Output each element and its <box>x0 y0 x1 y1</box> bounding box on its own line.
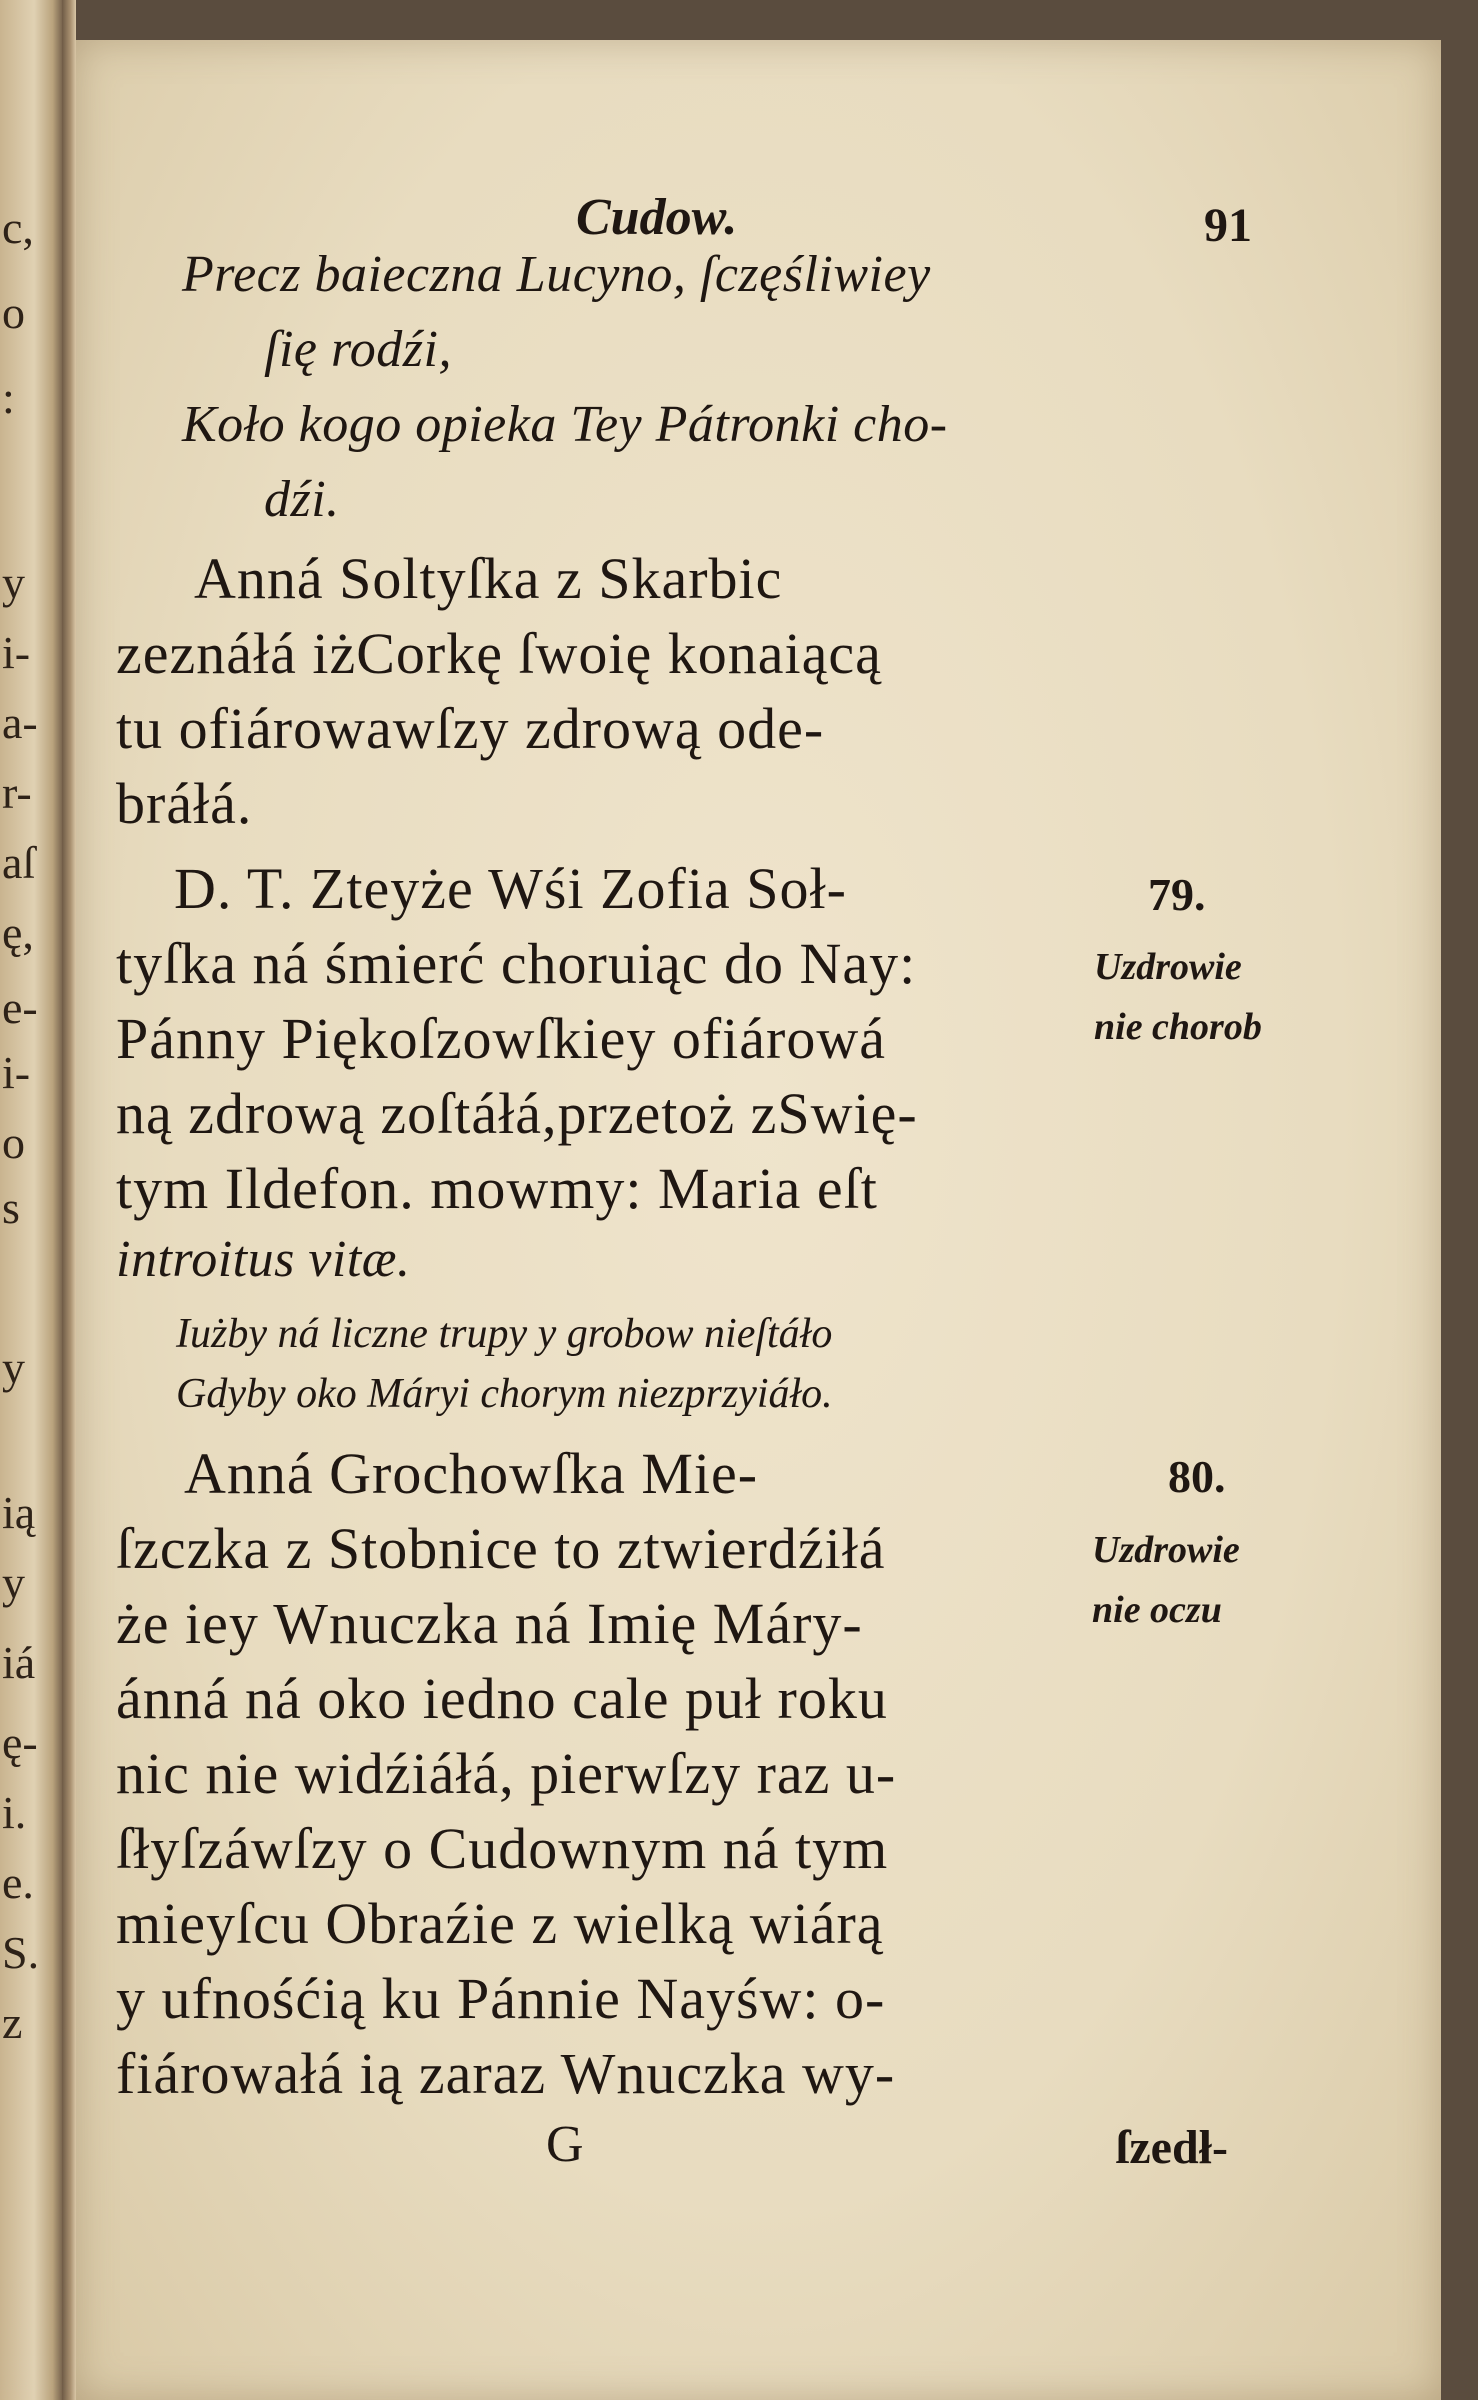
left-page-fragment: c, <box>2 202 34 253</box>
text-line: nic nie widźiáłá, pierwſzy raz u- <box>116 1741 897 1806</box>
text-line: tym Ildefon. mowmy: Maria eſt <box>116 1156 878 1221</box>
left-page-fragment: : <box>2 372 15 423</box>
text-line: tyſka ná śmierć choruiąc do Nay: <box>116 931 917 996</box>
book-spine <box>62 0 76 2400</box>
text-line: Anná Grochowſka Mie- <box>184 1441 759 1506</box>
verse-line: Koło kogo opieka Tey Pátronki cho- <box>182 396 948 453</box>
left-page-fragment: aſ <box>2 837 36 888</box>
left-page-fragment: z <box>2 1997 23 2048</box>
running-title: Cudow. <box>576 189 738 246</box>
left-page-fragment: i. <box>2 1787 27 1838</box>
left-page-fragment: y <box>2 1342 25 1393</box>
left-page-fragment: o <box>2 287 25 338</box>
signature-mark: G <box>546 2116 584 2173</box>
left-page-fragment: y <box>2 1557 25 1608</box>
text-line: Anná Soltyſka z Skarbic <box>194 546 783 611</box>
marginal-number: 79. <box>1148 869 1206 920</box>
left-page-fragment: ę, <box>2 907 34 958</box>
left-page-fragment: r- <box>2 767 32 818</box>
left-page-fragment: S. <box>2 1927 40 1978</box>
left-page-edge <box>0 0 62 2400</box>
text-line: ſzczka z Stobnice to ztwierdźiłá <box>116 1516 886 1581</box>
verse-line: Gdyby oko Máryi chorym niezprzyiáło. <box>176 1371 833 1417</box>
text-line: D. T. Zteyże Wśi Zofia Soł- <box>174 856 847 921</box>
left-page-fragment: y <box>2 557 25 608</box>
verse-line: Precz baieczna Lucyno, ſczęśliwiey <box>182 246 931 303</box>
left-page-fragment: i- <box>2 1047 31 1098</box>
left-page-fragment: ią <box>2 1487 36 1538</box>
verse-line: Iużby ná liczne trupy y grobow nieſtáło <box>176 1311 833 1357</box>
text-line: fiárowałá ią zaraz Wnuczka wy- <box>116 2041 896 2106</box>
left-page-fragment: iá <box>2 1637 36 1688</box>
left-page-fragment: a- <box>2 697 38 748</box>
left-page-fragment: e. <box>2 1857 34 1908</box>
marginal-number: 80. <box>1168 1451 1226 1502</box>
text-line: ánná ná oko iedno cale puł roku <box>116 1666 888 1731</box>
verse-line: dźi. <box>264 471 340 528</box>
marginal-note-line: nie oczu <box>1092 1589 1222 1631</box>
left-page-fragment: e- <box>2 982 38 1033</box>
marginal-note-line: Uzdrowie <box>1092 1529 1240 1571</box>
left-page-fragment: o <box>2 1117 25 1168</box>
left-page-fragment: s <box>2 1182 20 1233</box>
marginal-note-line: Uzdrowie <box>1094 946 1242 988</box>
page-number: 91 <box>1204 199 1252 252</box>
text-line: zeznáłá iżCorkę ſwoię konaiącą <box>116 621 882 686</box>
catchword: ſzedł- <box>1116 2121 1228 2174</box>
text-line: że iey Wnuczka ná Imię Máry- <box>116 1591 863 1656</box>
text-line: Pánny Piękoſzowſkiey ofiárowá <box>116 1006 886 1071</box>
text-line: bráłá. <box>116 771 253 836</box>
text-line: ną zdrową zoſtáłá,przetoż zSwię- <box>116 1081 918 1146</box>
text-line: introitus vitæ. <box>116 1231 411 1288</box>
left-page-fragment: ę- <box>2 1717 38 1768</box>
text-line: tu ofiárowawſzy zdrową ode- <box>116 696 825 761</box>
text-line: y ufnośćią ku Pánnie Nayśw: o- <box>116 1966 886 2031</box>
text-line: mieyſcu Obraźie z wielką wiárą <box>116 1891 884 1956</box>
left-page-fragment: i- <box>2 627 31 678</box>
marginal-note-line: nie chorob <box>1094 1006 1262 1048</box>
verse-line: ſię rodźi, <box>264 321 452 378</box>
text-line: ſłyſzáwſzy o Cudownym ná tym <box>116 1816 889 1881</box>
book-page <box>76 40 1441 2400</box>
